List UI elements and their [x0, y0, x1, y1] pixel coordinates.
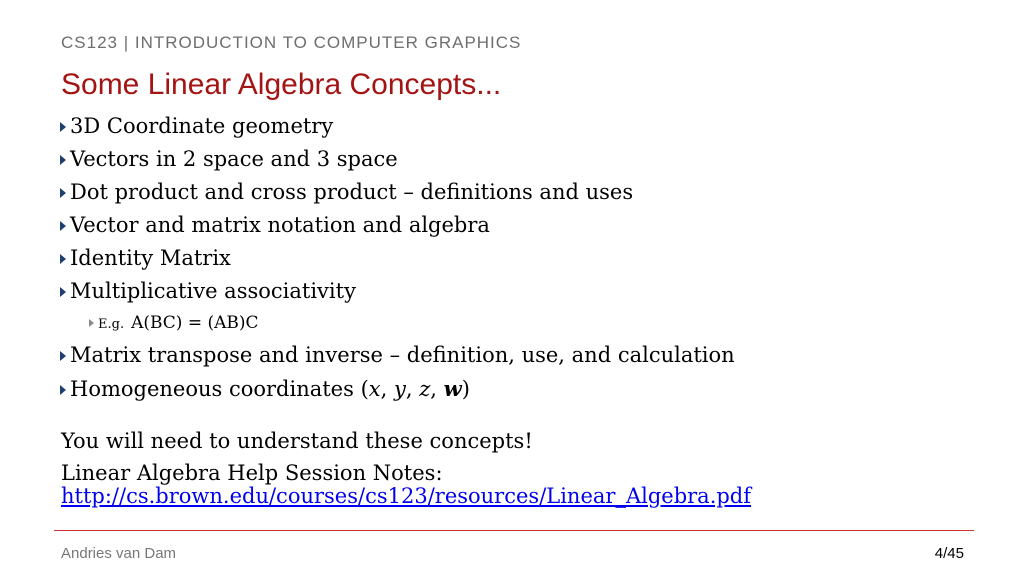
- bullet-text: Multiplicative associativity: [70, 279, 356, 303]
- bullet-item: [60, 275, 735, 308]
- bullet-text: Vectors in 2 space and 3 space: [70, 147, 398, 171]
- bullet-text: Homogeneous coordinates (: [70, 377, 369, 401]
- comma: ,: [405, 377, 420, 401]
- footer-divider: [54, 530, 974, 531]
- var-y: y: [393, 377, 406, 401]
- triangle-right-icon: [60, 287, 66, 297]
- comma: ,: [380, 377, 394, 401]
- bullet-item: [60, 176, 735, 209]
- sub-bullet-prefix: E.g.: [98, 317, 125, 332]
- comma: ,: [430, 377, 444, 401]
- sub-bullet-item: [60, 308, 735, 339]
- help-session: [61, 462, 751, 508]
- var-x: x: [368, 377, 381, 401]
- bullet-text: Identity Matrix: [70, 246, 231, 270]
- author: Andries van Dam: [61, 545, 177, 562]
- bullet-item-homogeneous: [60, 372, 735, 405]
- triangle-right-icon: [60, 122, 66, 132]
- sub-bullet-text: A(BC) = (AB)C: [131, 313, 259, 333]
- help-link[interactable]: http://cs.brown.edu/courses/cs123/resources/Linear_Algebra.pdf: [61, 484, 752, 508]
- bullet-item: [60, 110, 735, 143]
- bullet-item: [60, 209, 735, 242]
- triangle-right-icon: [89, 319, 94, 327]
- triangle-right-icon: [60, 351, 66, 361]
- close-paren: ): [461, 377, 470, 401]
- course-header: CS123 | INTRODUCTION TO COMPUTER GRAPHICS: [61, 33, 522, 52]
- bullet-text: Dot product and cross product – definitions and uses: [70, 180, 634, 204]
- page-number: 4/45: [934, 545, 964, 562]
- bullet-item: [60, 242, 735, 275]
- bullet-text: Vector and matrix notation and algebra: [70, 213, 490, 237]
- bullet-list: [60, 110, 735, 405]
- triangle-right-icon: [60, 221, 66, 231]
- understand-note: You will need to understand these concepts!: [61, 429, 533, 453]
- bullet-text: 3D Coordinate geometry: [70, 114, 334, 138]
- triangle-right-icon: [60, 254, 66, 264]
- triangle-right-icon: [60, 385, 66, 395]
- var-z: z: [419, 377, 431, 401]
- triangle-right-icon: [60, 188, 66, 198]
- var-w: w: [443, 376, 462, 401]
- bullet-item: [60, 143, 735, 176]
- bullet-item: [60, 339, 735, 372]
- slide-title: Some Linear Algebra Concepts...: [61, 68, 502, 101]
- help-label: Linear Algebra Help Session Notes:: [61, 461, 443, 485]
- bullet-text: Matrix transpose and inverse – definition, use, and calculation: [70, 343, 735, 367]
- triangle-right-icon: [60, 155, 66, 165]
